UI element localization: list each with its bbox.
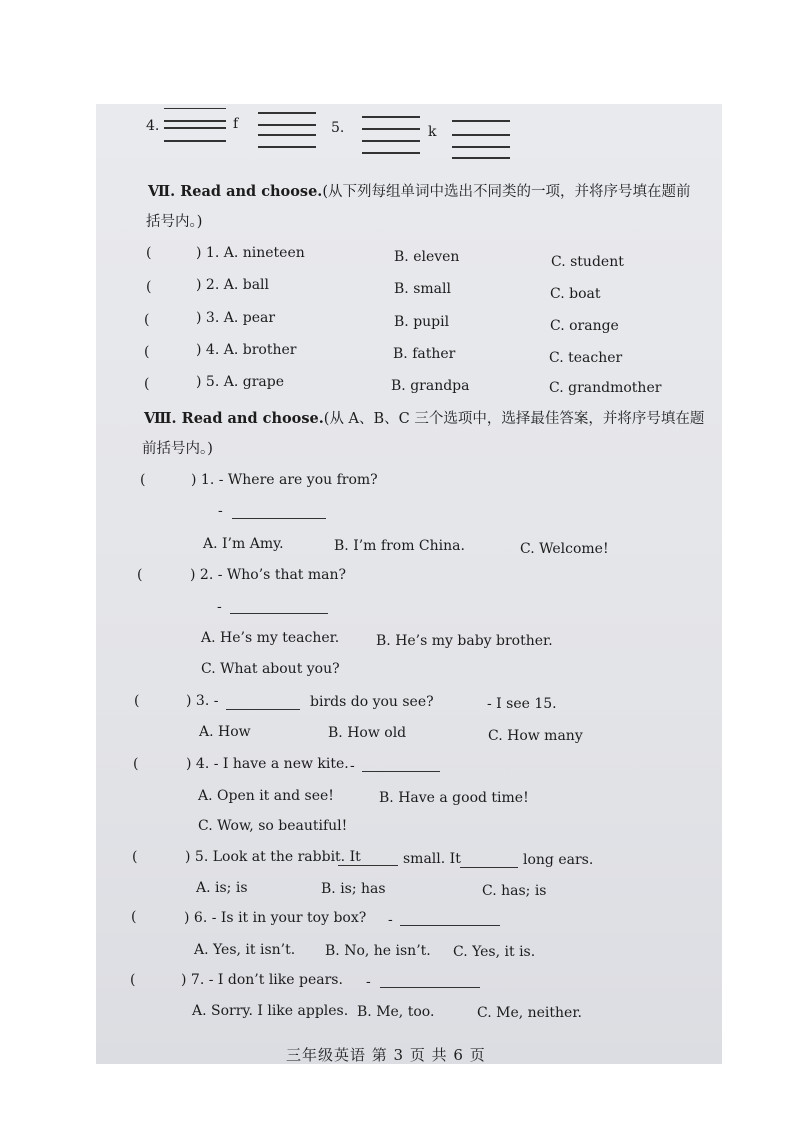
s8-q3-question-tail: birds do you see?	[310, 694, 434, 710]
s8-q4-option-a: A. Open it and see!	[198, 788, 334, 804]
s7-q1-option-b: B. eleven	[394, 249, 460, 265]
s8-q7-option-b: B. Me, too.	[357, 1004, 435, 1020]
answer-blank	[232, 518, 326, 519]
s8-q1-question: ) 1. - Where are you from?	[191, 472, 378, 488]
answer-bracket: (	[144, 376, 150, 392]
s8-q3-question: ) 3. -	[186, 693, 219, 709]
writing-line	[452, 157, 510, 159]
writing-line	[164, 120, 226, 122]
s8-q3-option-b: B. How old	[328, 725, 407, 741]
s7-q5-option-b: B. grandpa	[391, 378, 470, 394]
s8-q1-option-c: C. Welcome!	[520, 541, 609, 557]
writing-line	[258, 112, 316, 114]
s7-q4-option-a: ) 4. A. brother	[196, 342, 297, 358]
answer-blank	[380, 987, 480, 988]
s7-q2-option-a: ) 2. A. ball	[196, 277, 269, 293]
s7-q3-option-a: ) 3. A. pear	[196, 310, 276, 326]
answer-bracket: (	[132, 849, 138, 865]
s8-q2-option-b: B. He’s my baby brother.	[376, 633, 553, 649]
item-4-number: 4.	[146, 118, 160, 134]
s8-q3-option-a: A. How	[199, 724, 251, 740]
writing-line	[452, 120, 510, 122]
section-7-instruction-cont: 括号内。)	[146, 214, 203, 230]
section-7-heading: Ⅶ. Read and choose.(从下列每组单词中选出不同类的一项，并将序号填在题前	[148, 183, 691, 200]
s8-q5-option-a: A. is; is	[196, 880, 248, 896]
answer-bracket: (	[131, 909, 137, 925]
s7-q1-option-a: ) 1. A. nineteen	[196, 245, 305, 261]
s7-q5-option-a: ) 5. A. grape	[196, 374, 284, 390]
s7-q3-option-b: B. pupil	[394, 314, 450, 330]
s7-q4-option-c: C. teacher	[549, 350, 623, 366]
s8-q6-option-b: B. No, he isn’t.	[325, 943, 431, 959]
s8-q6-question: ) 6. - Is it in your toy box?	[184, 910, 367, 926]
writing-line	[258, 146, 316, 148]
writing-line	[362, 152, 420, 154]
s8-q6-option-a: A. Yes, it isn’t.	[194, 942, 296, 958]
s8-q3-reply: - I see 15.	[487, 696, 557, 712]
item-5-number: 5.	[331, 120, 345, 136]
s8-q7-option-c: C. Me, neither.	[477, 1005, 582, 1021]
writing-line	[164, 140, 226, 142]
answer-blank	[362, 771, 440, 772]
writing-line	[164, 127, 226, 129]
s8-q5-question: ) 5. Look at the rabbit. It	[185, 849, 361, 865]
section-8-heading: Ⅷ. Read and choose.(从 A、B、C 三个选项中，选择最佳答案，并将序号填在题	[144, 410, 705, 427]
s8-q1-option-a: A. I’m Amy.	[203, 536, 284, 552]
s8-q5-option-b: B. is; has	[321, 881, 386, 897]
s8-q5-question-tail: long ears.	[523, 852, 594, 868]
section-8-instruction-cont: 前括号内。)	[142, 441, 213, 457]
s8-q5-option-c: C. has; is	[482, 883, 547, 899]
answer-blank	[338, 865, 398, 866]
s8-q7-dash: -	[366, 974, 371, 990]
answer-bracket: (	[146, 245, 152, 261]
answer-bracket: (	[133, 756, 139, 772]
s8-q1-option-b: B. I’m from China.	[334, 538, 465, 554]
s8-q2-option-c: C. What about you?	[201, 661, 340, 677]
writing-line	[164, 108, 226, 109]
answer-blank	[460, 867, 518, 868]
s8-q4-option-c: C. Wow, so beautiful!	[198, 818, 348, 834]
writing-line	[452, 134, 510, 136]
s7-q1-option-c: C. student	[551, 254, 624, 270]
s8-q4-question: ) 4. - I have a new kite.	[186, 756, 349, 772]
writing-line	[258, 134, 316, 136]
s8-q3-option-c: C. How many	[488, 728, 583, 744]
s8-q6-option-c: C. Yes, it is.	[453, 944, 536, 960]
writing-line	[362, 116, 420, 118]
letter-f: f	[233, 116, 239, 132]
s8-q5-question-mid: small. It	[403, 851, 461, 867]
answer-blank	[226, 709, 300, 710]
writing-line	[362, 128, 420, 130]
answer-blank	[400, 925, 500, 926]
page-footer: 三年级英语 第 3 页 共 6 页	[286, 1046, 486, 1064]
s8-q2-question: ) 2. - Who’s that man?	[190, 567, 347, 583]
answer-bracket: (	[140, 472, 146, 488]
answer-bracket: (	[130, 972, 136, 988]
s7-q3-option-c: C. orange	[550, 318, 619, 334]
s7-q4-option-b: B. father	[393, 346, 456, 362]
s8-q7-question: ) 7. - I don’t like pears.	[181, 972, 343, 988]
writing-line	[362, 140, 420, 142]
letter-k: k	[428, 124, 437, 140]
s7-q5-option-c: C. grandmother	[549, 380, 662, 396]
s8-q4-option-b: B. Have a good time!	[379, 790, 529, 806]
writing-line	[258, 124, 316, 126]
s8-q7-option-a: A. Sorry. I like apples.	[192, 1003, 349, 1019]
answer-blank	[230, 613, 328, 614]
s8-q2-dash: -	[217, 599, 222, 615]
answer-bracket: (	[137, 567, 143, 583]
answer-bracket: (	[144, 312, 150, 328]
s8-q4-dash: -	[350, 758, 355, 774]
s8-q2-option-a: A. He’s my teacher.	[201, 630, 340, 646]
s7-q2-option-b: B. small	[394, 281, 451, 297]
answer-bracket: (	[144, 344, 150, 360]
writing-line	[452, 146, 510, 148]
s8-q6-dash: -	[388, 912, 393, 928]
s8-q1-dash: -	[218, 503, 223, 519]
answer-bracket: (	[146, 279, 152, 295]
answer-bracket: (	[134, 693, 140, 709]
s7-q2-option-c: C. boat	[550, 286, 601, 302]
